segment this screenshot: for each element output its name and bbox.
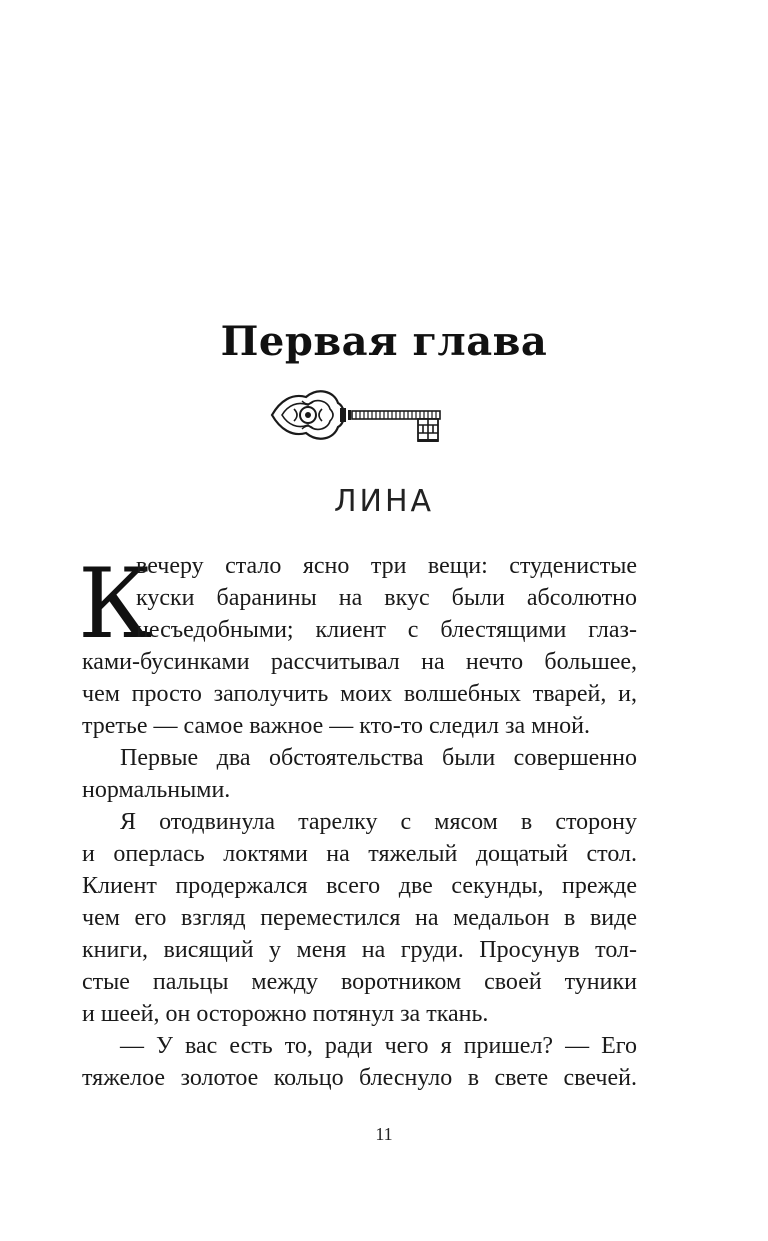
text-line: Клиент продержался всего две секунды, прежде: [82, 873, 637, 899]
drop-cap: К: [78, 548, 153, 660]
text-line: — У вас есть то, ради чего я пришел? — Его: [120, 1033, 637, 1059]
text-line: вечеру стало ясно три вещи: студенистые: [136, 553, 637, 579]
text-line: чем его взгляд переместился на медальон в виде: [82, 905, 637, 931]
skeleton-key-icon: [268, 383, 446, 447]
text-line: и оперлась локтями на тяжелый дощатый стол.: [82, 841, 637, 867]
text-line: стые пальцы между воротником своей туники: [82, 969, 637, 995]
text-line: книги, висящий у меня на груди. Просунув тол-: [82, 937, 637, 963]
text-line: нормальными.: [82, 777, 231, 803]
text-line: чем просто заполучить моих волшебных тварей, и,: [82, 681, 637, 707]
text-line: куски баранины на вкус были абсолютно: [136, 585, 637, 611]
pov-heading: ЛИНА: [333, 484, 435, 519]
text-line: Первые два обстоятельства были совершенно: [120, 745, 637, 771]
page-number: 11: [375, 1124, 393, 1144]
text-line: несъедобными; клиент с блестящими глаз-: [136, 617, 637, 643]
text-line: Я отодвинула тарелку с мясом в сторону: [120, 809, 637, 835]
text-line: ками-бусинками рассчитывал на нечто большее,: [82, 649, 637, 675]
text-line: и шеей, он осторожно потянул за ткань.: [82, 1001, 489, 1027]
chapter-title: Первая глава: [220, 318, 548, 365]
text-line: третье — самое важное — кто-то следил за мной.: [82, 713, 590, 739]
text-line: тяжелое золотое кольцо блеснуло в свете свечей.: [82, 1065, 637, 1091]
